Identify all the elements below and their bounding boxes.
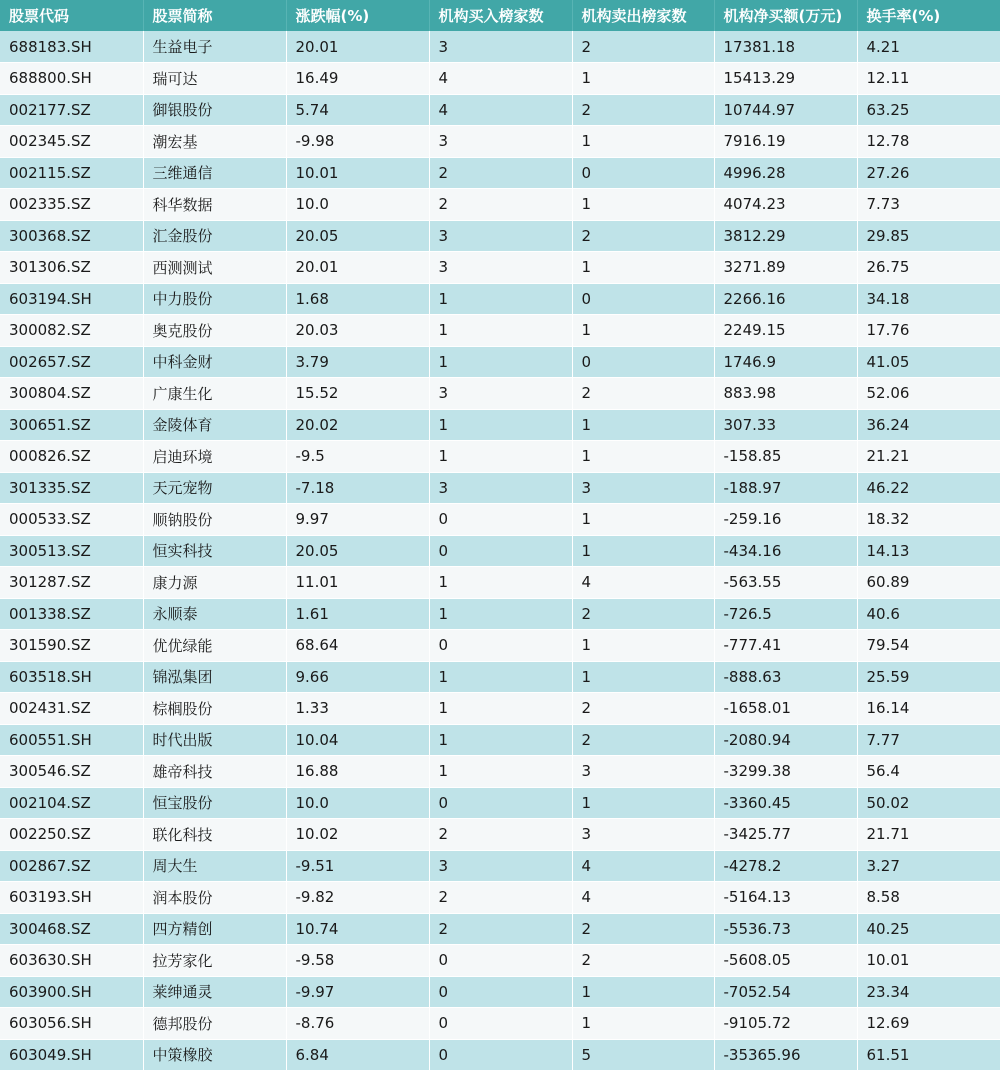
cell-buy-count: 0 xyxy=(429,945,572,977)
cell-sell-count: 3 xyxy=(572,756,714,788)
cell-stock-code: 603056.SH xyxy=(0,1008,143,1040)
table-row[interactable] xyxy=(0,724,1000,756)
cell-sell-count: 2 xyxy=(572,94,714,126)
header-institution-sell-count[interactable]: 机构卖出榜家数 xyxy=(572,0,714,31)
cell-buy-count: 0 xyxy=(429,976,572,1008)
cell-stock-name: 锦泓集团 xyxy=(143,661,286,693)
cell-net-buy: 2266.16 xyxy=(714,283,857,315)
cell-net-buy: -35365.96 xyxy=(714,1039,857,1071)
cell-sell-count: 2 xyxy=(572,693,714,725)
table-row[interactable] xyxy=(0,94,1000,126)
table-row[interactable] xyxy=(0,472,1000,504)
cell-change-pct: 20.05 xyxy=(286,535,429,567)
table-row[interactable] xyxy=(0,1039,1000,1071)
cell-sell-count: 2 xyxy=(572,598,714,630)
cell-stock-name: 德邦股份 xyxy=(143,1008,286,1040)
cell-sell-count: 5 xyxy=(572,1039,714,1071)
cell-stock-code: 301335.SZ xyxy=(0,472,143,504)
cell-sell-count: 1 xyxy=(572,787,714,819)
cell-stock-code: 300082.SZ xyxy=(0,315,143,347)
cell-change-pct: 10.04 xyxy=(286,724,429,756)
cell-turnover-rate: 10.01 xyxy=(857,945,1000,977)
cell-stock-name: 奥克股份 xyxy=(143,315,286,347)
cell-net-buy: 15413.29 xyxy=(714,63,857,95)
cell-change-pct: -9.97 xyxy=(286,976,429,1008)
cell-buy-count: 3 xyxy=(429,220,572,252)
cell-stock-code: 603518.SH xyxy=(0,661,143,693)
cell-stock-code: 002867.SZ xyxy=(0,850,143,882)
cell-net-buy: -777.41 xyxy=(714,630,857,662)
cell-sell-count: 2 xyxy=(572,913,714,945)
cell-turnover-rate: 50.02 xyxy=(857,787,1000,819)
cell-change-pct: 9.66 xyxy=(286,661,429,693)
cell-change-pct: -9.51 xyxy=(286,850,429,882)
cell-net-buy: -7052.54 xyxy=(714,976,857,1008)
cell-change-pct: 10.74 xyxy=(286,913,429,945)
cell-buy-count: 1 xyxy=(429,346,572,378)
cell-sell-count: 2 xyxy=(572,378,714,410)
cell-buy-count: 0 xyxy=(429,504,572,536)
cell-net-buy: 2249.15 xyxy=(714,315,857,347)
cell-stock-code: 603193.SH xyxy=(0,882,143,914)
table-row[interactable] xyxy=(0,283,1000,315)
table-row[interactable] xyxy=(0,409,1000,441)
cell-stock-code: 603194.SH xyxy=(0,283,143,315)
cell-sell-count: 2 xyxy=(572,220,714,252)
cell-buy-count: 3 xyxy=(429,252,572,284)
table-row[interactable] xyxy=(0,787,1000,819)
cell-stock-code: 000826.SZ xyxy=(0,441,143,473)
cell-sell-count: 1 xyxy=(572,441,714,473)
cell-sell-count: 1 xyxy=(572,63,714,95)
cell-stock-code: 300513.SZ xyxy=(0,535,143,567)
cell-turnover-rate: 27.26 xyxy=(857,157,1000,189)
cell-buy-count: 3 xyxy=(429,850,572,882)
cell-turnover-rate: 63.25 xyxy=(857,94,1000,126)
table-row[interactable] xyxy=(0,598,1000,630)
cell-change-pct: 9.97 xyxy=(286,504,429,536)
cell-stock-name: 康力源 xyxy=(143,567,286,599)
cell-stock-name: 广康生化 xyxy=(143,378,286,410)
cell-sell-count: 1 xyxy=(572,189,714,221)
table-row[interactable] xyxy=(0,819,1000,851)
table-row[interactable] xyxy=(0,567,1000,599)
cell-stock-name: 瑞可达 xyxy=(143,63,286,95)
header-stock-code[interactable]: 股票代码 xyxy=(0,0,143,31)
cell-change-pct: 16.88 xyxy=(286,756,429,788)
cell-sell-count: 1 xyxy=(572,1008,714,1040)
cell-sell-count: 2 xyxy=(572,724,714,756)
cell-turnover-rate: 12.69 xyxy=(857,1008,1000,1040)
cell-turnover-rate: 29.85 xyxy=(857,220,1000,252)
cell-stock-code: 688183.SH xyxy=(0,31,143,63)
table-row[interactable] xyxy=(0,252,1000,284)
cell-stock-name: 拉芳家化 xyxy=(143,945,286,977)
cell-net-buy: 1746.9 xyxy=(714,346,857,378)
cell-buy-count: 0 xyxy=(429,630,572,662)
cell-sell-count: 3 xyxy=(572,472,714,504)
table-row[interactable] xyxy=(0,31,1000,63)
cell-net-buy: 4996.28 xyxy=(714,157,857,189)
cell-change-pct: 15.52 xyxy=(286,378,429,410)
cell-sell-count: 2 xyxy=(572,945,714,977)
cell-net-buy: -4278.2 xyxy=(714,850,857,882)
cell-sell-count: 4 xyxy=(572,882,714,914)
cell-sell-count: 1 xyxy=(572,976,714,1008)
cell-turnover-rate: 3.27 xyxy=(857,850,1000,882)
cell-turnover-rate: 40.25 xyxy=(857,913,1000,945)
cell-stock-code: 688800.SH xyxy=(0,63,143,95)
cell-change-pct: 10.0 xyxy=(286,189,429,221)
cell-net-buy: -9105.72 xyxy=(714,1008,857,1040)
cell-change-pct: -9.5 xyxy=(286,441,429,473)
cell-change-pct: 1.68 xyxy=(286,283,429,315)
cell-buy-count: 2 xyxy=(429,913,572,945)
cell-net-buy: -5536.73 xyxy=(714,913,857,945)
cell-buy-count: 0 xyxy=(429,1008,572,1040)
cell-change-pct: 3.79 xyxy=(286,346,429,378)
cell-net-buy: -434.16 xyxy=(714,535,857,567)
header-change-pct[interactable]: 涨跌幅(%) xyxy=(286,0,429,31)
cell-change-pct: 20.01 xyxy=(286,31,429,63)
cell-sell-count: 4 xyxy=(572,567,714,599)
cell-sell-count: 3 xyxy=(572,819,714,851)
cell-stock-name: 润本股份 xyxy=(143,882,286,914)
table-row[interactable] xyxy=(0,661,1000,693)
header-institution-net-buy[interactable]: 机构净买额(万元) xyxy=(714,0,857,31)
cell-net-buy: -1658.01 xyxy=(714,693,857,725)
cell-net-buy: 17381.18 xyxy=(714,31,857,63)
table-row[interactable] xyxy=(0,945,1000,977)
cell-turnover-rate: 41.05 xyxy=(857,346,1000,378)
cell-turnover-rate: 79.54 xyxy=(857,630,1000,662)
cell-turnover-rate: 12.78 xyxy=(857,126,1000,158)
cell-turnover-rate: 8.58 xyxy=(857,882,1000,914)
cell-change-pct: 10.02 xyxy=(286,819,429,851)
table-row[interactable] xyxy=(0,220,1000,252)
cell-stock-name: 恒宝股份 xyxy=(143,787,286,819)
cell-change-pct: 10.01 xyxy=(286,157,429,189)
cell-stock-name: 优优绿能 xyxy=(143,630,286,662)
cell-net-buy: -3360.45 xyxy=(714,787,857,819)
cell-buy-count: 1 xyxy=(429,567,572,599)
cell-change-pct: 1.61 xyxy=(286,598,429,630)
cell-stock-code: 603049.SH xyxy=(0,1039,143,1071)
cell-net-buy: -188.97 xyxy=(714,472,857,504)
cell-stock-name: 莱绅通灵 xyxy=(143,976,286,1008)
table-row[interactable] xyxy=(0,157,1000,189)
cell-stock-code: 002335.SZ xyxy=(0,189,143,221)
cell-buy-count: 1 xyxy=(429,441,572,473)
cell-stock-name: 中策橡胶 xyxy=(143,1039,286,1071)
cell-stock-name: 潮宏基 xyxy=(143,126,286,158)
cell-turnover-rate: 16.14 xyxy=(857,693,1000,725)
cell-stock-code: 603900.SH xyxy=(0,976,143,1008)
cell-sell-count: 0 xyxy=(572,157,714,189)
cell-stock-name: 启迪环境 xyxy=(143,441,286,473)
cell-sell-count: 1 xyxy=(572,661,714,693)
cell-stock-code: 600551.SH xyxy=(0,724,143,756)
cell-turnover-rate: 17.76 xyxy=(857,315,1000,347)
cell-sell-count: 1 xyxy=(572,126,714,158)
cell-stock-code: 301590.SZ xyxy=(0,630,143,662)
cell-stock-code: 002431.SZ xyxy=(0,693,143,725)
cell-stock-code: 300804.SZ xyxy=(0,378,143,410)
cell-sell-count: 1 xyxy=(572,630,714,662)
cell-stock-code: 301306.SZ xyxy=(0,252,143,284)
cell-buy-count: 1 xyxy=(429,756,572,788)
cell-turnover-rate: 46.22 xyxy=(857,472,1000,504)
table-row[interactable] xyxy=(0,976,1000,1008)
table-row[interactable] xyxy=(0,315,1000,347)
cell-net-buy: 883.98 xyxy=(714,378,857,410)
cell-sell-count: 2 xyxy=(572,31,714,63)
cell-stock-name: 西测测试 xyxy=(143,252,286,284)
cell-net-buy: 10744.97 xyxy=(714,94,857,126)
cell-sell-count: 1 xyxy=(572,409,714,441)
cell-stock-code: 300546.SZ xyxy=(0,756,143,788)
cell-buy-count: 1 xyxy=(429,315,572,347)
cell-turnover-rate: 21.21 xyxy=(857,441,1000,473)
cell-net-buy: -726.5 xyxy=(714,598,857,630)
cell-buy-count: 0 xyxy=(429,535,572,567)
cell-sell-count: 0 xyxy=(572,346,714,378)
cell-buy-count: 0 xyxy=(429,787,572,819)
cell-stock-name: 四方精创 xyxy=(143,913,286,945)
cell-stock-name: 永顺泰 xyxy=(143,598,286,630)
cell-stock-name: 顺钠股份 xyxy=(143,504,286,536)
cell-net-buy: -3299.38 xyxy=(714,756,857,788)
cell-turnover-rate: 21.71 xyxy=(857,819,1000,851)
table-row[interactable] xyxy=(0,189,1000,221)
cell-turnover-rate: 18.32 xyxy=(857,504,1000,536)
cell-net-buy: 3812.29 xyxy=(714,220,857,252)
table-row[interactable] xyxy=(0,882,1000,914)
cell-change-pct: 20.05 xyxy=(286,220,429,252)
cell-stock-name: 时代出版 xyxy=(143,724,286,756)
cell-sell-count: 1 xyxy=(572,315,714,347)
cell-sell-count: 4 xyxy=(572,850,714,882)
cell-buy-count: 2 xyxy=(429,882,572,914)
cell-turnover-rate: 12.11 xyxy=(857,63,1000,95)
cell-stock-name: 中力股份 xyxy=(143,283,286,315)
cell-stock-name: 金陵体育 xyxy=(143,409,286,441)
cell-change-pct: 1.33 xyxy=(286,693,429,725)
table-row[interactable] xyxy=(0,504,1000,536)
cell-turnover-rate: 36.24 xyxy=(857,409,1000,441)
cell-stock-name: 生益电子 xyxy=(143,31,286,63)
cell-change-pct: -8.76 xyxy=(286,1008,429,1040)
cell-buy-count: 1 xyxy=(429,693,572,725)
table-row[interactable] xyxy=(0,756,1000,788)
cell-buy-count: 3 xyxy=(429,126,572,158)
cell-change-pct: -9.58 xyxy=(286,945,429,977)
cell-net-buy: -3425.77 xyxy=(714,819,857,851)
table-row[interactable] xyxy=(0,535,1000,567)
cell-stock-name: 恒实科技 xyxy=(143,535,286,567)
table-header-row xyxy=(0,0,1000,31)
cell-turnover-rate: 4.21 xyxy=(857,31,1000,63)
cell-turnover-rate: 52.06 xyxy=(857,378,1000,410)
cell-turnover-rate: 34.18 xyxy=(857,283,1000,315)
table-row[interactable] xyxy=(0,63,1000,95)
cell-net-buy: -563.55 xyxy=(714,567,857,599)
cell-buy-count: 4 xyxy=(429,94,572,126)
header-turnover-rate[interactable]: 换手率(%) xyxy=(857,0,1000,31)
cell-change-pct: 6.84 xyxy=(286,1039,429,1071)
cell-stock-code: 002115.SZ xyxy=(0,157,143,189)
cell-stock-name: 科华数据 xyxy=(143,189,286,221)
cell-stock-name: 汇金股份 xyxy=(143,220,286,252)
cell-buy-count: 2 xyxy=(429,819,572,851)
cell-net-buy: -888.63 xyxy=(714,661,857,693)
cell-stock-name: 三维通信 xyxy=(143,157,286,189)
cell-turnover-rate: 26.75 xyxy=(857,252,1000,284)
cell-stock-code: 002345.SZ xyxy=(0,126,143,158)
cell-net-buy: 3271.89 xyxy=(714,252,857,284)
cell-buy-count: 4 xyxy=(429,63,572,95)
cell-net-buy: -158.85 xyxy=(714,441,857,473)
cell-turnover-rate: 25.59 xyxy=(857,661,1000,693)
cell-net-buy: 7916.19 xyxy=(714,126,857,158)
cell-stock-name: 棕榈股份 xyxy=(143,693,286,725)
cell-change-pct: -9.82 xyxy=(286,882,429,914)
cell-stock-name: 中科金财 xyxy=(143,346,286,378)
table-row[interactable] xyxy=(0,346,1000,378)
cell-turnover-rate: 40.6 xyxy=(857,598,1000,630)
cell-turnover-rate: 60.89 xyxy=(857,567,1000,599)
cell-stock-name: 周大生 xyxy=(143,850,286,882)
table-row[interactable] xyxy=(0,850,1000,882)
cell-stock-name: 御银股份 xyxy=(143,94,286,126)
cell-buy-count: 0 xyxy=(429,1039,572,1071)
table-row[interactable] xyxy=(0,126,1000,158)
cell-stock-code: 603630.SH xyxy=(0,945,143,977)
cell-stock-code: 301287.SZ xyxy=(0,567,143,599)
cell-buy-count: 1 xyxy=(429,661,572,693)
table-row[interactable] xyxy=(0,630,1000,662)
cell-net-buy: -2080.94 xyxy=(714,724,857,756)
cell-buy-count: 3 xyxy=(429,472,572,504)
cell-sell-count: 0 xyxy=(572,283,714,315)
cell-turnover-rate: 7.77 xyxy=(857,724,1000,756)
cell-change-pct: 10.0 xyxy=(286,787,429,819)
cell-turnover-rate: 56.4 xyxy=(857,756,1000,788)
cell-buy-count: 2 xyxy=(429,157,572,189)
cell-stock-code: 002250.SZ xyxy=(0,819,143,851)
cell-stock-code: 002657.SZ xyxy=(0,346,143,378)
cell-turnover-rate: 14.13 xyxy=(857,535,1000,567)
cell-change-pct: 20.02 xyxy=(286,409,429,441)
cell-stock-code: 002177.SZ xyxy=(0,94,143,126)
cell-change-pct: 16.49 xyxy=(286,63,429,95)
cell-stock-code: 002104.SZ xyxy=(0,787,143,819)
header-stock-name[interactable]: 股票简称 xyxy=(143,0,286,31)
cell-stock-code: 001338.SZ xyxy=(0,598,143,630)
table-row[interactable] xyxy=(0,378,1000,410)
cell-buy-count: 1 xyxy=(429,598,572,630)
cell-stock-name: 雄帝科技 xyxy=(143,756,286,788)
cell-sell-count: 1 xyxy=(572,504,714,536)
cell-net-buy: 307.33 xyxy=(714,409,857,441)
cell-change-pct: 20.03 xyxy=(286,315,429,347)
cell-stock-code: 300368.SZ xyxy=(0,220,143,252)
cell-net-buy: 4074.23 xyxy=(714,189,857,221)
cell-change-pct: 68.64 xyxy=(286,630,429,662)
cell-buy-count: 1 xyxy=(429,283,572,315)
cell-sell-count: 1 xyxy=(572,535,714,567)
cell-buy-count: 3 xyxy=(429,31,572,63)
cell-stock-name: 联化科技 xyxy=(143,819,286,851)
cell-turnover-rate: 61.51 xyxy=(857,1039,1000,1071)
cell-turnover-rate: 23.34 xyxy=(857,976,1000,1008)
cell-net-buy: -5164.13 xyxy=(714,882,857,914)
table-body xyxy=(0,31,1000,1071)
cell-change-pct: -9.98 xyxy=(286,126,429,158)
table-row[interactable] xyxy=(0,1008,1000,1040)
table-row[interactable] xyxy=(0,693,1000,725)
table-row[interactable] xyxy=(0,441,1000,473)
cell-change-pct: 20.01 xyxy=(286,252,429,284)
cell-net-buy: -5608.05 xyxy=(714,945,857,977)
cell-sell-count: 1 xyxy=(572,252,714,284)
cell-turnover-rate: 7.73 xyxy=(857,189,1000,221)
cell-stock-name: 天元宠物 xyxy=(143,472,286,504)
cell-buy-count: 3 xyxy=(429,378,572,410)
cell-stock-code: 300651.SZ xyxy=(0,409,143,441)
table-row[interactable] xyxy=(0,913,1000,945)
cell-buy-count: 1 xyxy=(429,724,572,756)
cell-net-buy: -259.16 xyxy=(714,504,857,536)
cell-change-pct: 11.01 xyxy=(286,567,429,599)
cell-stock-code: 300468.SZ xyxy=(0,913,143,945)
cell-buy-count: 1 xyxy=(429,409,572,441)
cell-change-pct: -7.18 xyxy=(286,472,429,504)
header-institution-buy-count[interactable]: 机构买入榜家数 xyxy=(429,0,572,31)
cell-buy-count: 2 xyxy=(429,189,572,221)
cell-change-pct: 5.74 xyxy=(286,94,429,126)
cell-stock-code: 000533.SZ xyxy=(0,504,143,536)
